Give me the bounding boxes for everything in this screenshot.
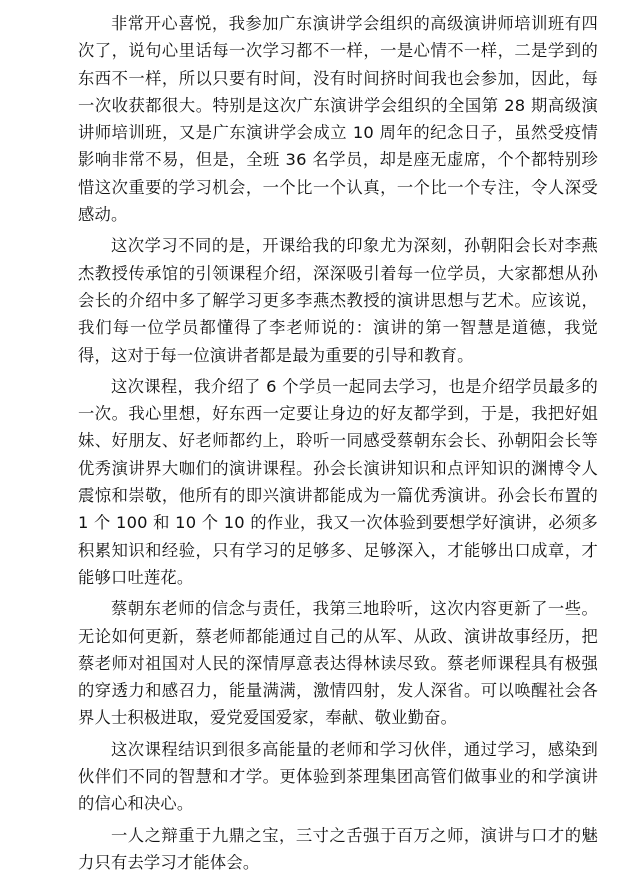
paragraph-3: 这次课程，我介绍了 6 个学员一起同去学习，也是介绍学员最多的一次。我心里想，好东西一定要让身边的好友都学到，于是，我把好姐妹、好朋友、好老师都约上，聆听一同感受蔡朝东会长、孙朝阳会长等优秀演讲界大咖们的演讲课程。孙会长演讲知识和点评知识的渊博令人震惊和崇敬，他所有的即兴演讲都能成为一篇优秀演讲。孙会长布置的 1 个 100 和 10 个 10 的作业，我又一次体验到要想学好演讲，必须多积累知识和经验，只有学习的足够多、足够深入，才能够出口成章，才能够口吐莲花。 — [78, 376, 598, 587]
paragraph-1: 非常开心喜悦，我参加广东演讲学会组织的高级演讲师培训班有四次了，说句心里话每一次学习都不一样，一是心情不一样，二是学到的东西不一样，所以只要有时间，没有时间挤时间我也会参加，因此，每一次收获都很大。特别是这次广东演讲学会组织的全国第 28 期高级演讲师培训班，又是广东演讲学会成立 10 周年的纪念日子，虽然受疫情影响非常不易，但是，全班 36 名学员，却是座无虚席，个个都特别珍惜这次重要的学习机会，一个比一个认真，一个比一个专注，令人深受感动。 — [78, 14, 598, 225]
paragraph-6: 一人之辩重于九鼎之宝，三寸之舌强于百万之师，演讲与口才的魅力只有去学习才能体会。 — [78, 825, 598, 872]
paragraph-5: 这次课程结识到很多高能量的老师和学习伙伴，通过学习，感染到伙伴们不同的智慧和才学。更体验到茶理集团高管们做事业的和学演讲的信心和决心。 — [78, 739, 598, 814]
paragraph-2: 这次学习不同的是，开课给我的印象尤为深刻，孙朝阳会长对李燕杰教授传承馆的引领课程介绍，深深吸引着每一位学员，大家都想从孙会长的介绍中多了解学习更多李燕杰教授的演讲思想与艺术。应该说，我们每一位学员都懂得了李老师说的：演讲的第一智慧是道德，我觉得，这对于每一位演讲者都是最为重要的引导和教育。 — [78, 236, 598, 365]
paragraph-4: 蔡朝东老师的信念与责任，我第三地聆听，这次内容更新了一些。无论如何更新，蔡老师都能通过自己的从军、从政、演讲故事经历，把蔡老师对祖国对人民的深情厚意表达得林读尽致。蔡老师课程具有极强的穿透力和感召力，能量满满，激情四射，发人深省。可以唤醒社会各界人士积极进取，爱党爱国爱家，奉献、敬业勤奋。 — [78, 599, 598, 728]
